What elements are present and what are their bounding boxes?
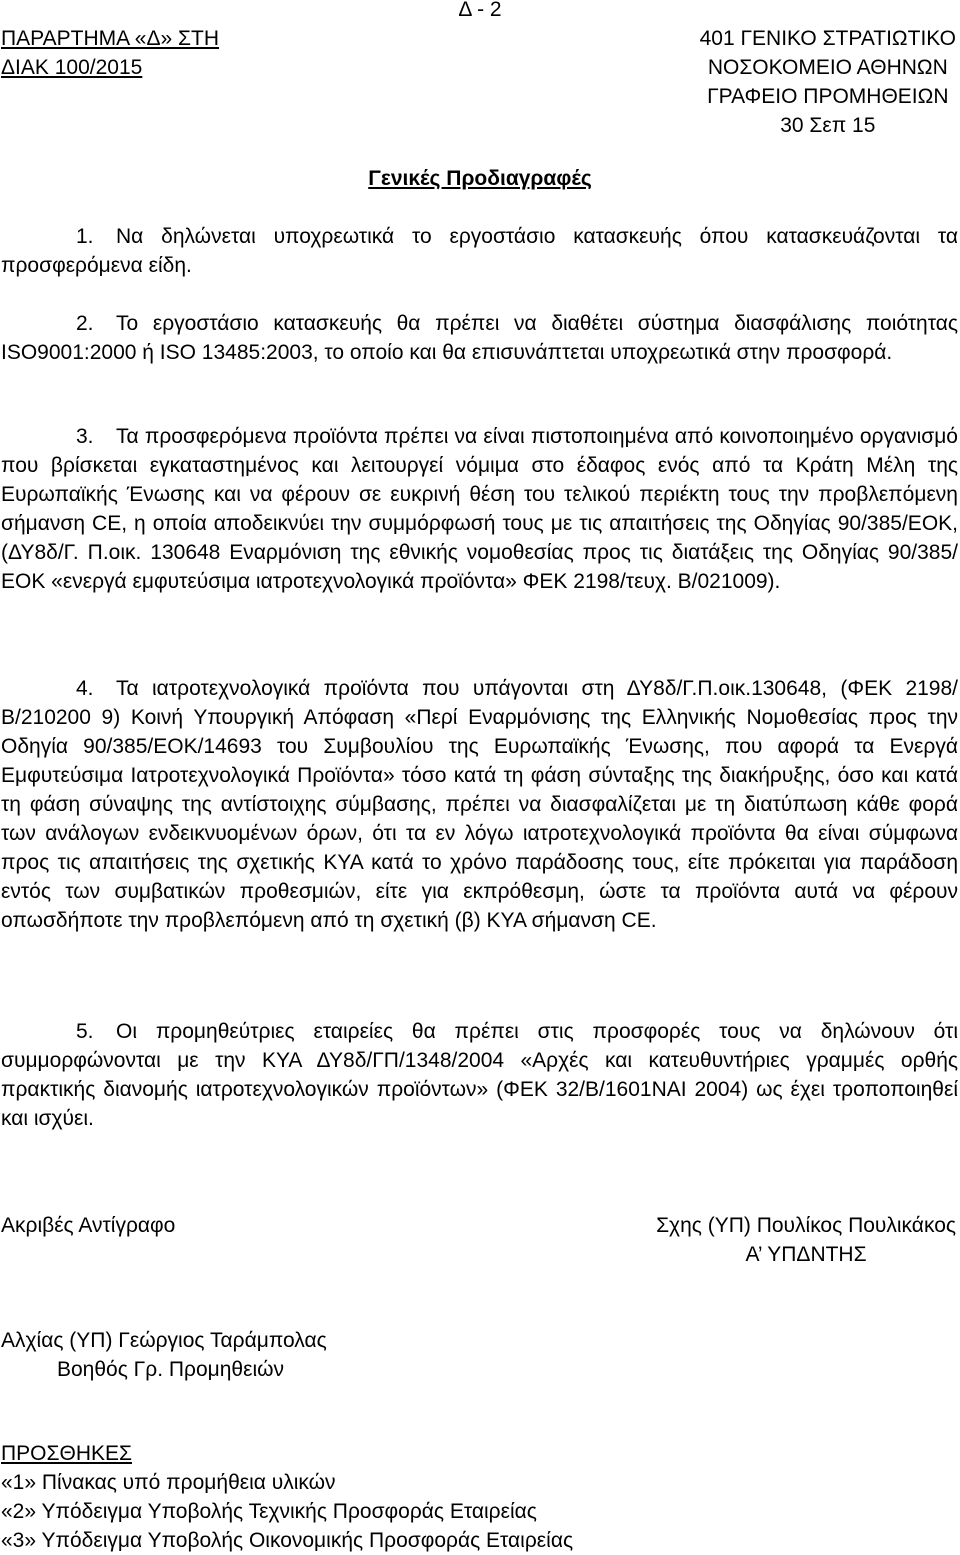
paragraph-3 <box>1 422 958 596</box>
paragraph-number: 1. <box>76 225 94 248</box>
certified-copy-label: Ακριβές Αντίγραφο <box>1 1214 176 1237</box>
issue-date: 30 Σεπ 15 <box>780 114 876 137</box>
issuer-line1: 401 ΓΕΝΙΚΟ ΣΤΡΑΤΙΩΤΙΚΟ <box>699 27 956 50</box>
second-signatory-title: Βοηθός Γρ. Προμηθειών <box>57 1358 285 1381</box>
paragraph-text: Να δηλώνεται υποχρεωτικά το εργοστάσιο κατασκευής όπου κατασκευάζονται τα προσφερόμενα είδη. <box>1 225 958 277</box>
issuer-line2: ΝΟΣΟΚΟΜΕΙΟ ΑΘΗΝΩΝ <box>707 56 948 79</box>
annex-item: «3» Υπόδειγμα Υποβολής Οικονομικής Προσφοράς Εταιρείας <box>1 1529 574 1552</box>
paragraph-5 <box>1 1017 958 1133</box>
paragraph-number: 3. <box>76 425 94 448</box>
second-signatory-name: Αλχίας (ΥΠ) Γεώργιος Ταράμπολας <box>1 1329 327 1352</box>
paragraph-text: Τα ιατροτεχνολογικά προϊόντα που υπάγονται στη ΔΥ8δ/Γ.Π.οικ.130648, (ΦΕΚ 2198/Β/210200 9) Κοινή Υπουργική Απόφαση «Περί Εναρμόνισης της Ελληνικής Νομοθεσίας προς την Οδηγία 90/385/ΕΟΚ/14693 του Συμβουλίου της Ευρωπαϊκής Ένωσης, που αφορά τα Ενεργά Εμφυτεύσιμα Ιατροτεχνολογικά Προϊόντα» τόσο κατά τη φάση σύνταξης της διακήρυξης, όσο και κατά τη φάση σύναψης της αντίστοιχης σύμβασης, πρέπει να διασφαλίζεται με τη διατύπωση κάθε φορά των ανάλογων ενδεικνυομένων όρων, ότι τα εν λόγω ιατροτεχνολογικά προϊόντα θα είναι σύμφωνα προς τις απαιτήσεις της σχετικής ΚΥΑ κατά το χρόνο παράδοσης τους, είτε πρόκειται για παράδοση εντός των συμβατικών προθεσμιών, είτε για εκπρόθεσμη, ώστε τα προϊόντα αυτά να φέρουν οπωσδήποτε την προβλεπόμενη από τη σχετική (β) ΚΥΑ σήμανση CE. <box>1 677 958 932</box>
paragraph-2 <box>1 309 958 367</box>
paragraph-number: 4. <box>76 677 94 700</box>
section-title: Γενικές Προδιαγραφές <box>368 167 592 190</box>
paragraph-4 <box>1 674 958 935</box>
annex-reference <box>1 24 219 82</box>
second-signatory-block <box>1 1326 327 1384</box>
signatory-block <box>656 1211 956 1269</box>
paragraph-text: Το εργοστάσιο κατασκευής θα πρέπει να διαθέτει σύστημα διασφάλισης ποιότητας ISO9001:2000 ή ISO 13485:2003, το οποίο και θα επισυνάπτεται υποχρεωτικά στην προσφορά. <box>1 312 958 364</box>
paragraph-text: Τα προσφερόμενα προϊόντα πρέπει να είναι πιστοποιημένα από κοινοποιημένο οργανισμό που βρίσκεται εγκαταστημένος και λειτουργεί νόμιμα στο έδαφος ενός από τα Κράτη Μέλη της Ευρωπαϊκής Ένωσης και να φέρουν σε ευκρινή θέση του τελικού περιέκτη τους την προβλεπόμενη σήμανση CE, η οποία αποδεικνύει την συμμόρφωσή τους με τις απαιτήσεις της Οδηγίας 90/385/ΕΟΚ, (ΔΥ8δ/Γ. Π.οικ. 130648 Εναρμόνιση της εθνικής νομοθεσίας προς τις διατάξεις της Οδηγίας 90/385/ΕΟΚ «ενεργά εμφυτεύσιμα ιατροτεχνολογικά προϊόντα» ΦΕΚ 2198/τευχ. Β/021009). <box>1 425 958 593</box>
annex-list <box>1 1439 573 1555</box>
annex-item: «1» Πίνακας υπό προμήθεια υλικών <box>1 1471 336 1494</box>
annex-heading: ΠΡΟΣΘΗΚΕΣ <box>1 1442 132 1465</box>
paragraph-text: Οι προμηθεύτριες εταιρείες θα πρέπει στις προσφορές τους να δηλώνουν ότι συμμορφώνονται με την ΚΥΑ ΔΥ8δ/ΓΠ/1348/2004 «Αρχές και κατευθυντήριες γραμμές ορθής πρακτικής διανομής ιατροτεχνολογικών προϊόντων» (ΦΕΚ 32/Β/1601ΝΑΙ 2004) ως έχει τροποποιηθεί και ισχύει. <box>1 1020 958 1130</box>
signatory-name: Σχης (ΥΠ) Πουλίκος Πουλικάκος <box>656 1214 956 1237</box>
annex-reference-line2: ΔΙΑΚ 100/2015 <box>1 56 143 79</box>
issuer-block <box>700 24 956 140</box>
annex-reference-line1: ΠΑΡΑΡΤΗΜΑ «Δ» ΣΤΗ <box>1 27 219 50</box>
signatory-title: Α’ ΥΠΔΝΤΗΣ <box>745 1243 867 1266</box>
paragraph-1 <box>1 222 958 280</box>
paragraph-number: 2. <box>76 312 94 335</box>
page-label: Δ - 2 <box>458 0 502 21</box>
paragraph-number: 5. <box>76 1020 94 1043</box>
annex-item: «2» Υπόδειγμα Υποβολής Τεχνικής Προσφοράς Εταιρείας <box>1 1500 537 1523</box>
issuer-line3: ΓΡΑΦΕΙΟ ΠΡΟΜΗΘΕΙΩΝ <box>707 85 949 108</box>
